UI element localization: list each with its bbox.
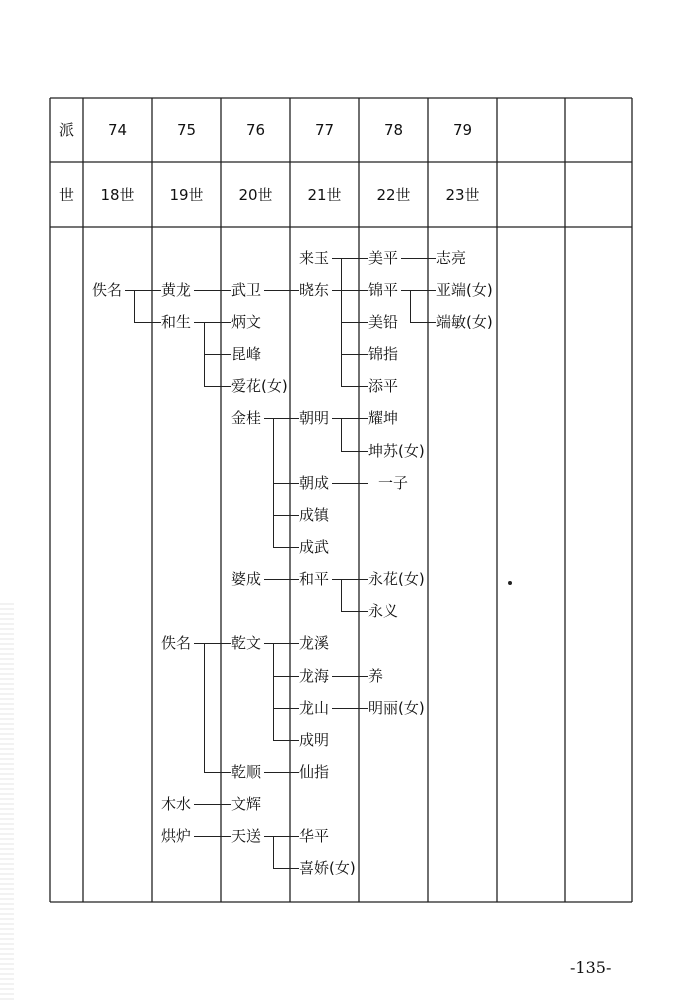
person-name: 锦平 (368, 281, 399, 299)
connector-line (332, 290, 368, 291)
person-name: 耀坤 (368, 409, 399, 427)
header-pai-cell: 78 (383, 121, 404, 139)
page-number: -135- (570, 958, 612, 977)
person-name: 烘炉 (161, 827, 192, 845)
connector-line (332, 483, 368, 484)
connector-line (273, 547, 299, 548)
header-shi-label: 世 (58, 186, 74, 204)
connector-line (204, 386, 231, 387)
header-pai-cell: 75 (176, 121, 197, 139)
connector-line (273, 643, 274, 740)
person-name: 坤苏(女) (368, 442, 425, 460)
person-name: 一子 (378, 474, 409, 492)
person-name: 美铅 (368, 313, 399, 331)
scan-dot (508, 581, 512, 585)
person-name: 黄龙 (161, 281, 192, 299)
connector-line (341, 451, 368, 452)
connector-line (410, 322, 436, 323)
person-name: 来玉 (299, 249, 330, 267)
connector-line (134, 322, 161, 323)
person-name: 养 (368, 667, 384, 685)
connector-line (194, 290, 231, 291)
person-name: 志亮 (436, 249, 467, 267)
header-shi-cell: 23世 (445, 186, 480, 204)
person-name: 龙海 (299, 667, 330, 685)
header-pai-label: 派 (58, 121, 74, 139)
header-shi-cell: 19世 (169, 186, 204, 204)
connector-line (273, 515, 299, 516)
connector-line (341, 611, 368, 612)
person-name: 美平 (368, 249, 399, 267)
connector-line (264, 290, 299, 291)
header-shi-cell: 20世 (238, 186, 273, 204)
connector-line (134, 290, 135, 322)
header-pai-cell: 77 (314, 121, 335, 139)
person-name: 木水 (161, 795, 192, 813)
connector-line (332, 708, 368, 709)
connector-line (341, 579, 342, 611)
person-name: 乾顺 (231, 763, 262, 781)
connector-line (264, 836, 299, 837)
person-name: 文辉 (231, 795, 262, 813)
header-pai-cell: 74 (107, 121, 128, 139)
connector-line (273, 676, 299, 677)
header-pai-cell: 79 (452, 121, 473, 139)
connector-line (194, 322, 231, 323)
person-name: 成镇 (299, 506, 330, 524)
person-name: 炳文 (231, 313, 262, 331)
person-name: 永义 (368, 602, 399, 620)
connector-line (410, 290, 411, 322)
person-name: 添平 (368, 377, 399, 395)
person-name: 明丽(女) (368, 699, 425, 717)
header-pai-cell: 76 (245, 121, 266, 139)
person-name: 天送 (231, 827, 262, 845)
header-shi-cell: 22世 (376, 186, 411, 204)
person-name: 昆峰 (231, 345, 262, 363)
person-name: 仙指 (299, 763, 330, 781)
connector-line (264, 772, 299, 773)
connector-line (273, 483, 299, 484)
connector-line (273, 740, 299, 741)
connector-line (332, 579, 368, 580)
person-name: 武卫 (231, 281, 262, 299)
person-name: 婆成 (231, 570, 262, 588)
connector-line (273, 708, 299, 709)
person-name: 金桂 (231, 409, 262, 427)
person-name: 喜娇(女) (299, 859, 356, 877)
connector-line (341, 386, 368, 387)
connector-line (204, 772, 231, 773)
header-shi-cell: 18世 (100, 186, 135, 204)
person-name: 锦指 (368, 345, 399, 363)
person-name: 龙山 (299, 699, 330, 717)
connector-line (264, 643, 299, 644)
connector-line (341, 322, 368, 323)
connector-line (125, 290, 161, 291)
person-name: 端敏(女) (436, 313, 493, 331)
connector-line (332, 418, 368, 419)
person-name: 乾文 (231, 634, 262, 652)
connector-line (341, 354, 368, 355)
connector-line (401, 290, 436, 291)
person-name: 和平 (299, 570, 330, 588)
connector-line (194, 643, 231, 644)
connector-line (332, 258, 368, 259)
header-shi-cell: 21世 (307, 186, 342, 204)
person-name: 和生 (161, 313, 192, 331)
person-name: 爱花(女) (231, 377, 288, 395)
person-name: 成明 (299, 731, 330, 749)
connector-line (341, 418, 342, 451)
person-name: 永花(女) (368, 570, 425, 588)
connector-line (194, 836, 231, 837)
person-name: 朝成 (299, 474, 330, 492)
person-name: 晓东 (299, 281, 330, 299)
connector-line (204, 643, 205, 772)
connector-line (273, 836, 274, 868)
connector-line (204, 354, 231, 355)
connector-line (332, 676, 368, 677)
connector-line (273, 868, 299, 869)
connector-line (264, 579, 299, 580)
connector-line (401, 258, 436, 259)
person-name: 成武 (299, 538, 330, 556)
person-name: 华平 (299, 827, 330, 845)
connector-line (194, 804, 231, 805)
person-name: 龙溪 (299, 634, 330, 652)
connector-line (264, 418, 299, 419)
person-name: 朝明 (299, 409, 330, 427)
person-name: 亚端(女) (436, 281, 493, 299)
person-name: 佚名 (161, 634, 192, 652)
person-name: 佚名 (92, 281, 123, 299)
